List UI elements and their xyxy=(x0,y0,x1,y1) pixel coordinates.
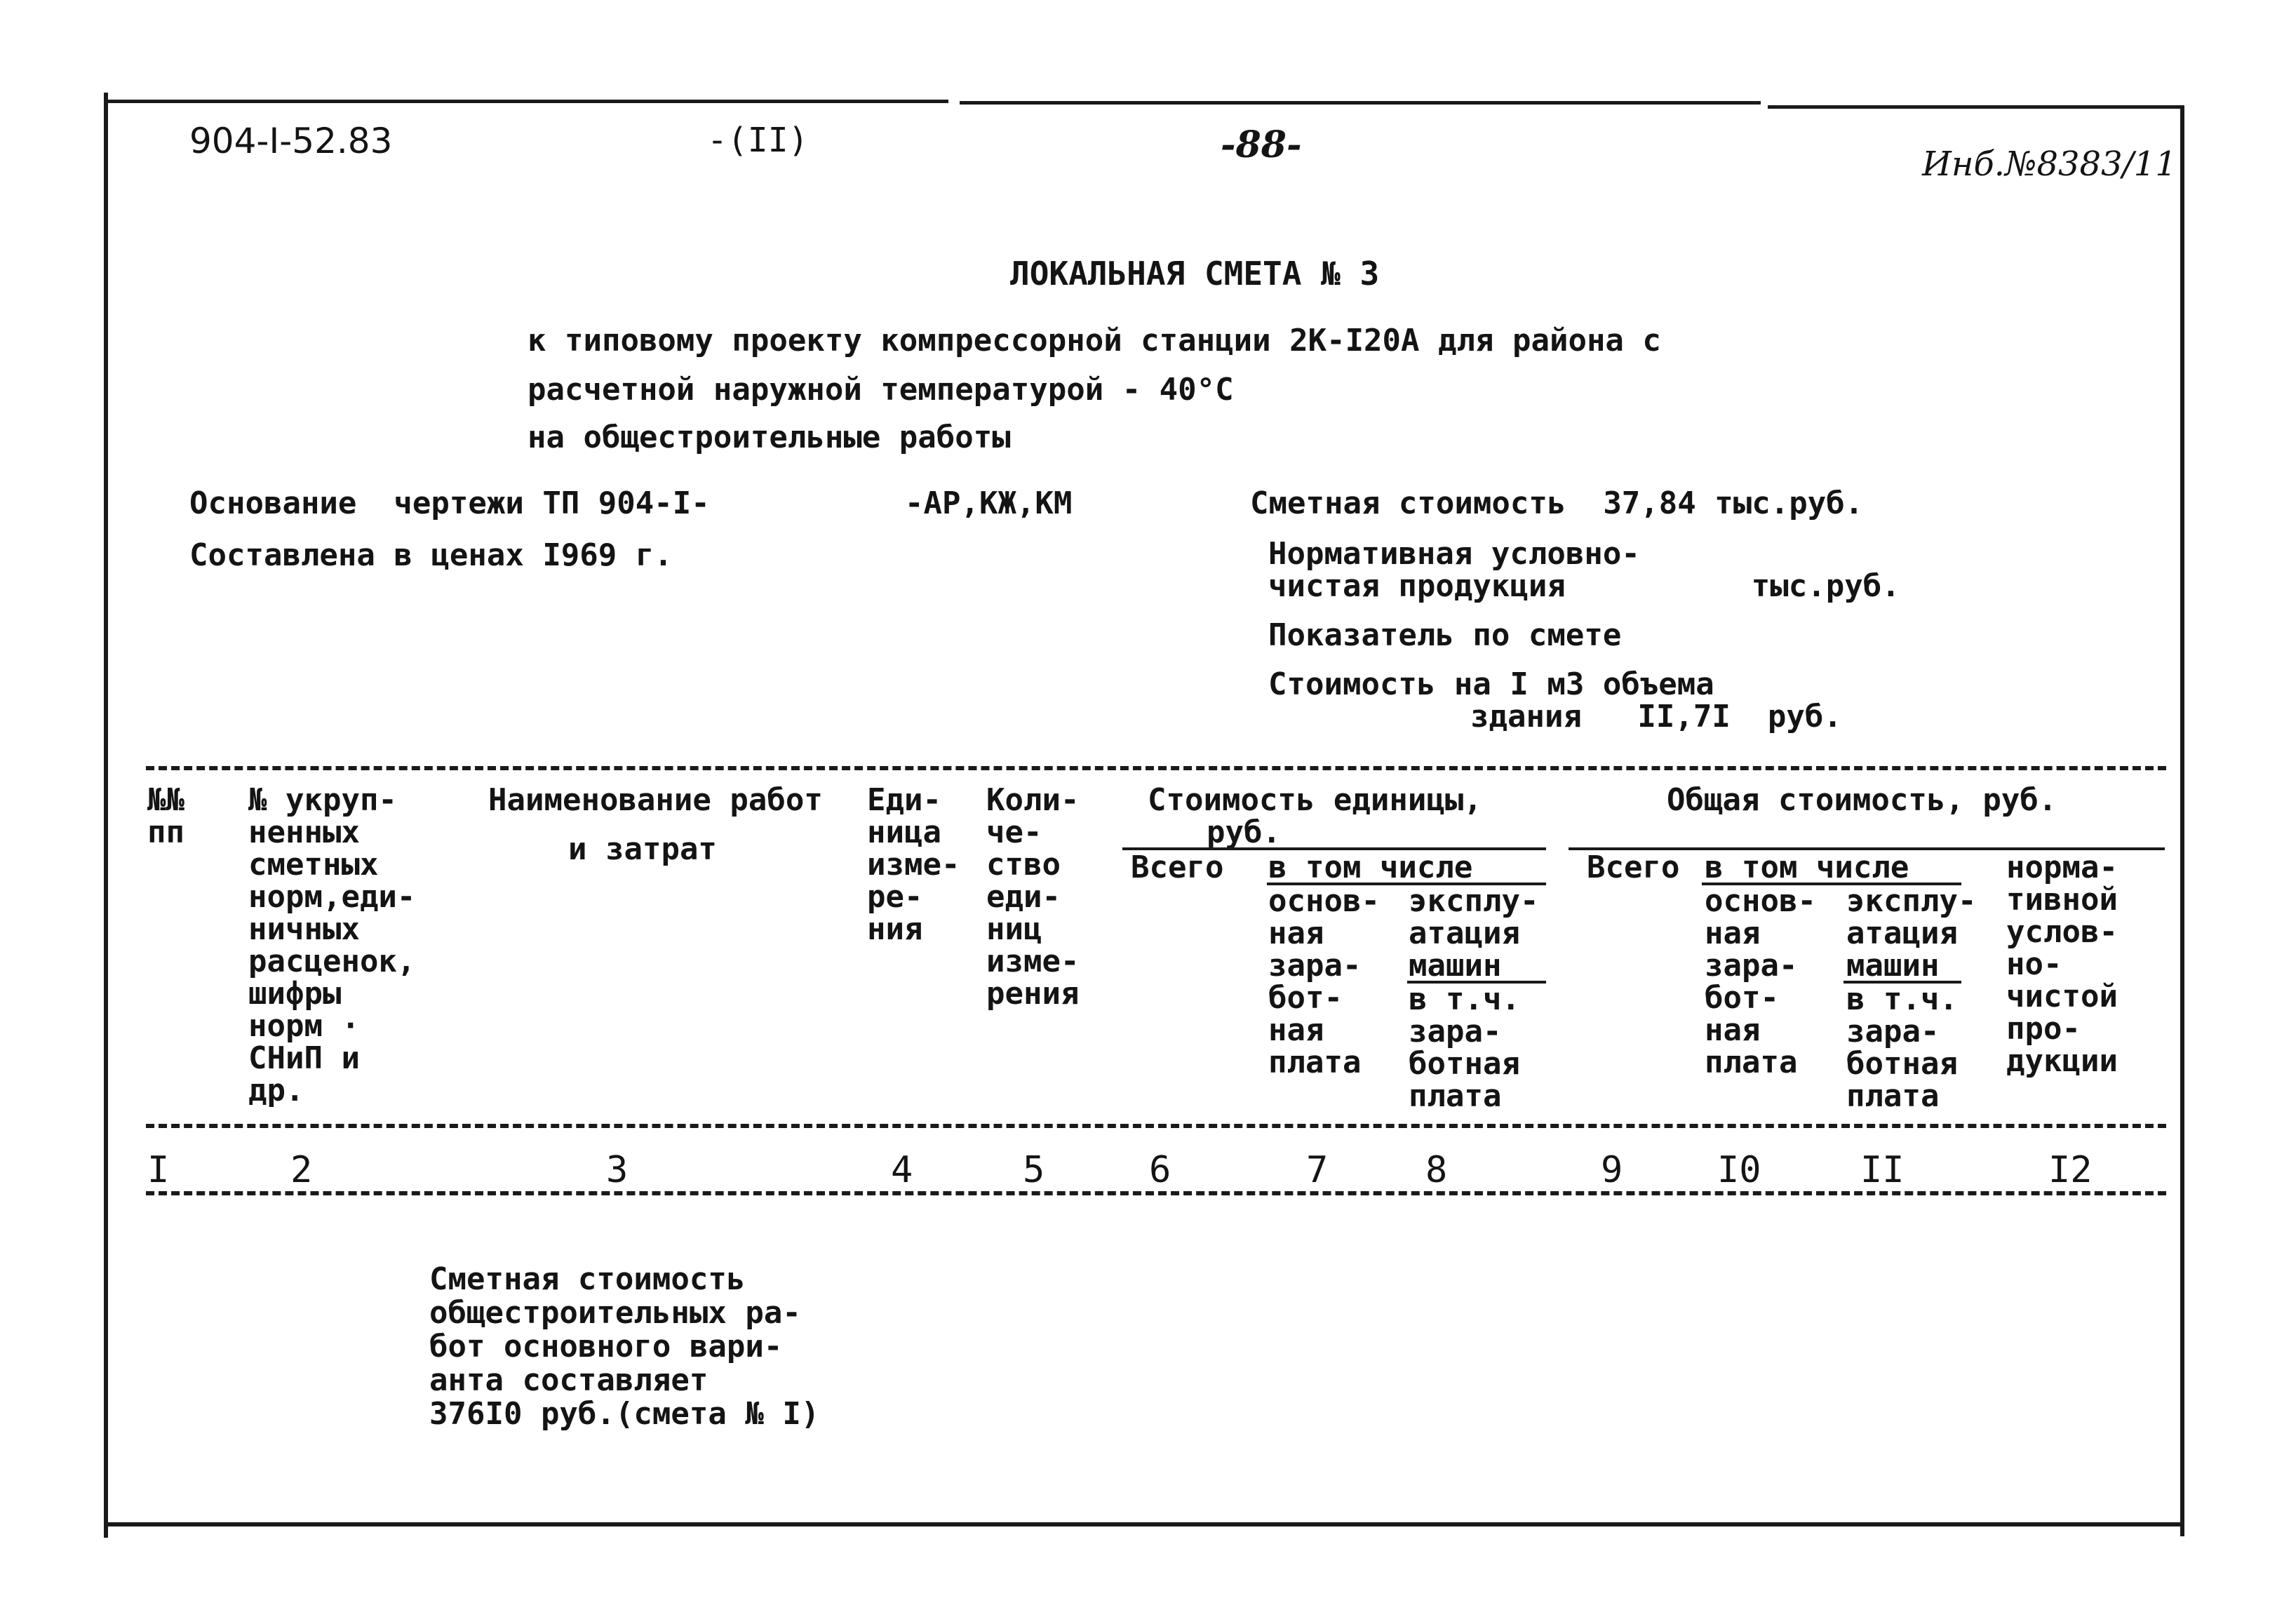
frame-bottom-border xyxy=(108,1522,2180,1526)
normative-product-label-1: Нормативная условно- xyxy=(1268,536,1640,572)
header-total-including: в том числе xyxy=(1705,850,1909,885)
frame-top-border-right xyxy=(1768,105,2182,109)
column-number: I0 xyxy=(1717,1149,1761,1191)
column-number: I2 xyxy=(2048,1149,2093,1191)
column-number: 3 xyxy=(606,1149,629,1191)
header-total-base-wage: основ- ная зара- бот- ная плата xyxy=(1705,883,1816,1080)
frame-top-border-mid xyxy=(960,101,1761,105)
header-total-machine-wage: в т.ч. зара- ботная плата xyxy=(1846,981,1958,1114)
basis-drawings: Основание чертежи ТП 904-I- xyxy=(189,485,710,521)
table-top-dashed-line xyxy=(146,766,2166,770)
sheet-number: -(II) xyxy=(707,121,809,160)
note-line-2: общестроительных ра- xyxy=(429,1295,801,1331)
note-line-3: бот основного вари- xyxy=(429,1329,783,1364)
cost-per-m3-label: Стоимость на I м3 объема xyxy=(1268,666,1714,702)
table-header-dashed-line xyxy=(146,1124,2166,1128)
estimate-subtitle-line-2: расчетной наружной температурой - 40°С xyxy=(528,372,1234,408)
column-number: 8 xyxy=(1425,1149,1448,1191)
note-line-4: анта составляет xyxy=(429,1362,708,1398)
header-total-cost: Общая стоимость, руб. xyxy=(1667,782,2057,818)
header-unit-machine-wage: в т.ч. зара- ботная плата xyxy=(1409,981,1520,1114)
column-number: II xyxy=(1860,1149,1905,1191)
frame-top-border xyxy=(107,100,948,103)
header-work-name-2: и затрат xyxy=(568,831,717,867)
column-number: 6 xyxy=(1149,1149,1171,1191)
header-work-name: Наименование работ xyxy=(488,782,823,818)
estimate-subtitle-line-3: на общестроительные работы xyxy=(528,420,1011,455)
page-number: -88- xyxy=(1221,123,1302,166)
frame-left-border xyxy=(104,93,108,1538)
frame-right-border xyxy=(2180,105,2184,1536)
normative-product-label-2: чистая продукция тыс.руб. xyxy=(1268,568,1900,604)
column-number: 7 xyxy=(1306,1149,1329,1191)
estimated-cost: Сметная стоимость 37,84 тыс.руб. xyxy=(1250,485,1864,521)
column-number: 4 xyxy=(891,1149,913,1191)
header-total-total: Всего xyxy=(1587,850,1680,885)
price-basis: Составлена в ценах I969 г. xyxy=(189,537,673,573)
header-unit-total: Всего xyxy=(1131,850,1224,885)
document-code: 904-I-52.83 xyxy=(189,121,393,161)
estimate-indicator: Показатель по смете xyxy=(1268,617,1622,653)
header-unit-base-wage: основ- ная зара- бот- ная плата xyxy=(1268,883,1380,1080)
column-number: 5 xyxy=(1023,1149,1045,1191)
column-numbers-dashed-line xyxy=(146,1191,2166,1195)
header-unit-cost-rub: руб. xyxy=(1207,814,1281,850)
note-line-5: 376I0 руб.(смета № I) xyxy=(429,1396,820,1432)
column-number: 2 xyxy=(290,1149,313,1191)
note-line-1: Сметная стоимость xyxy=(429,1261,746,1297)
estimate-subtitle-line-1: к типовому проекту компрессорной станции 2К-I20А для района с xyxy=(528,323,1661,358)
header-unit-machine-operation: эксплу- атация машин xyxy=(1409,883,1539,984)
header-unit-including: в том числе xyxy=(1268,850,1473,885)
header-total-machine-operation: эксплу- атация машин xyxy=(1846,883,1977,984)
header-quantity: Коли- че- ство еди- ниц изме- рения xyxy=(986,782,1080,1012)
header-normative-product: норма- тивной услов- но- чистой про- дукции xyxy=(2006,850,2118,1079)
header-unit: Еди- ница изме- ре- ния xyxy=(867,782,960,947)
column-number: I xyxy=(147,1149,170,1191)
header-norm-code: № укруп- ненных сметных норм,еди- ничных расценок, шифры норм · СНиП и др. xyxy=(248,782,416,1108)
header-row-number: №№ пп xyxy=(147,782,184,850)
estimate-title: ЛОКАЛЬНАЯ СМЕТА № 3 xyxy=(1010,255,1380,293)
basis-drawing-suffix: -АР,КЖ,КМ xyxy=(905,485,1073,521)
header-unit-cost: Стоимость единицы, xyxy=(1148,782,1482,818)
cost-per-m3-value: здания II,7I руб. xyxy=(1470,699,1842,734)
column-number: 9 xyxy=(1601,1149,1623,1191)
inventory-number: Инб.№8383/11 xyxy=(1922,145,2177,184)
